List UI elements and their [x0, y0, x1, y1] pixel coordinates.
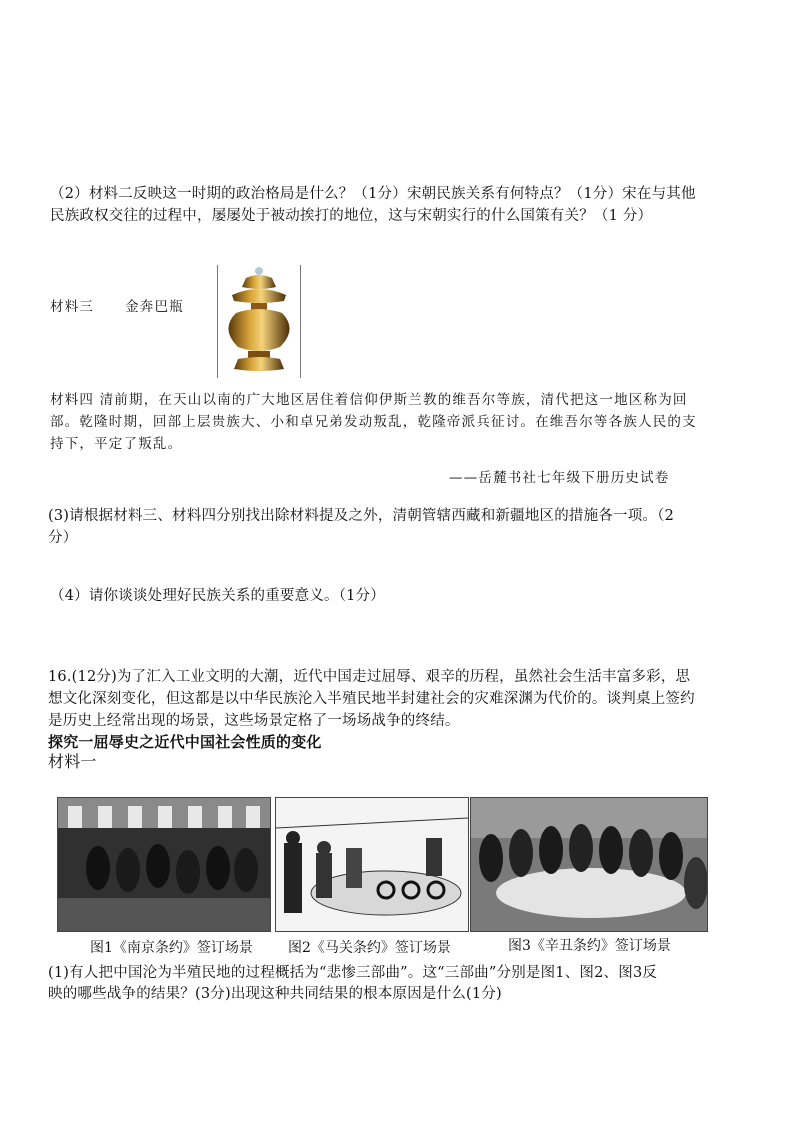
q3-line-1: (3)请根据材料三、材料四分别找出除材料提及之外，清朝管辖西藏和新疆地区的措施各一项。（2	[48, 508, 675, 524]
material4-line-1: 材料四 清前期，在天山以南的广大地区居住着信仰伊斯兰教的维吾尔等族，清代把这一地区称为回	[50, 392, 688, 408]
material3-label	[50, 296, 184, 318]
q16-line-3: 是历史上经常出现的场景，这些场景定格了一场场战争的终结。	[48, 713, 460, 729]
material1-label: 材料一	[48, 752, 97, 771]
material3-label-text: 材料三	[50, 299, 95, 315]
caption-fig2: 图2《马关条约》签订场景	[288, 940, 451, 956]
golden-urn-image	[217, 265, 301, 378]
shimonoseki-treaty-scene	[276, 798, 468, 931]
q2-line-1: （2）材料二反映这一时期的政治格局是什么？（1分）宋朝民族关系有何特点？（1分）宋在与其他	[50, 186, 696, 202]
section-heading-bold: 探究一屈辱史	[48, 733, 140, 751]
material4-line-3: 持下，平定了叛乱。	[50, 436, 183, 452]
material4-source: ——岳麓书社七年级下册历史试卷	[449, 470, 670, 486]
section-heading	[48, 731, 322, 753]
q16-sub1-line-1: (1)有人把中国沦为半殖民地的过程概括为“悲惨三部曲”。这“三部曲”分别是图1、图2、图3反	[48, 965, 658, 981]
golden-urn-illustration	[218, 265, 300, 378]
material4-line-2: 部。乾隆时期，回部上层贵族大、小和卓兄弟发动叛乱，乾隆帝派兵征讨。在维吾尔等各族人民的支	[50, 414, 697, 430]
nanjing-treaty-scene	[58, 798, 270, 931]
caption-fig1: 图1《南京条约》签订场景	[90, 940, 253, 956]
boxer-protocol-photo	[470, 797, 708, 932]
q2-line-2: 民族政权交往的过程中，屡屡处于被动挨打的地位，这与宋朝实行的什么国策有关？（1 分）	[50, 208, 653, 224]
q16-line-1: 16.(12分)为了汇入工业文明的大潮，近代中国走过屈辱、艰辛的历程，虽然社会生活丰富多彩，思	[48, 669, 691, 685]
q4-text: （4）请你谈谈处理好民族关系的重要意义。（1分）	[50, 588, 385, 604]
q3-line-2: 分）	[48, 530, 78, 546]
material3-title: 金奔巴瓶	[125, 299, 184, 315]
shimonoseki-treaty-photo	[275, 797, 469, 932]
caption-fig3: 图3《辛丑条约》签订场景	[508, 938, 671, 954]
q16-line-2: 想文化深刻变化，但这都是以中华民族沦入半殖民地半封建社会的灾难深渊为代价的。谈判桌上签约	[48, 691, 695, 707]
nanjing-treaty-photo	[57, 797, 271, 932]
q16-sub1-line-2: 映的哪些战争的结果？(3分)出现这种共同结果的根本原因是什么(1分)	[48, 986, 502, 1002]
section-heading-rest: 之近代中国社会性质的变化	[139, 733, 322, 751]
boxer-protocol-scene	[471, 798, 707, 931]
